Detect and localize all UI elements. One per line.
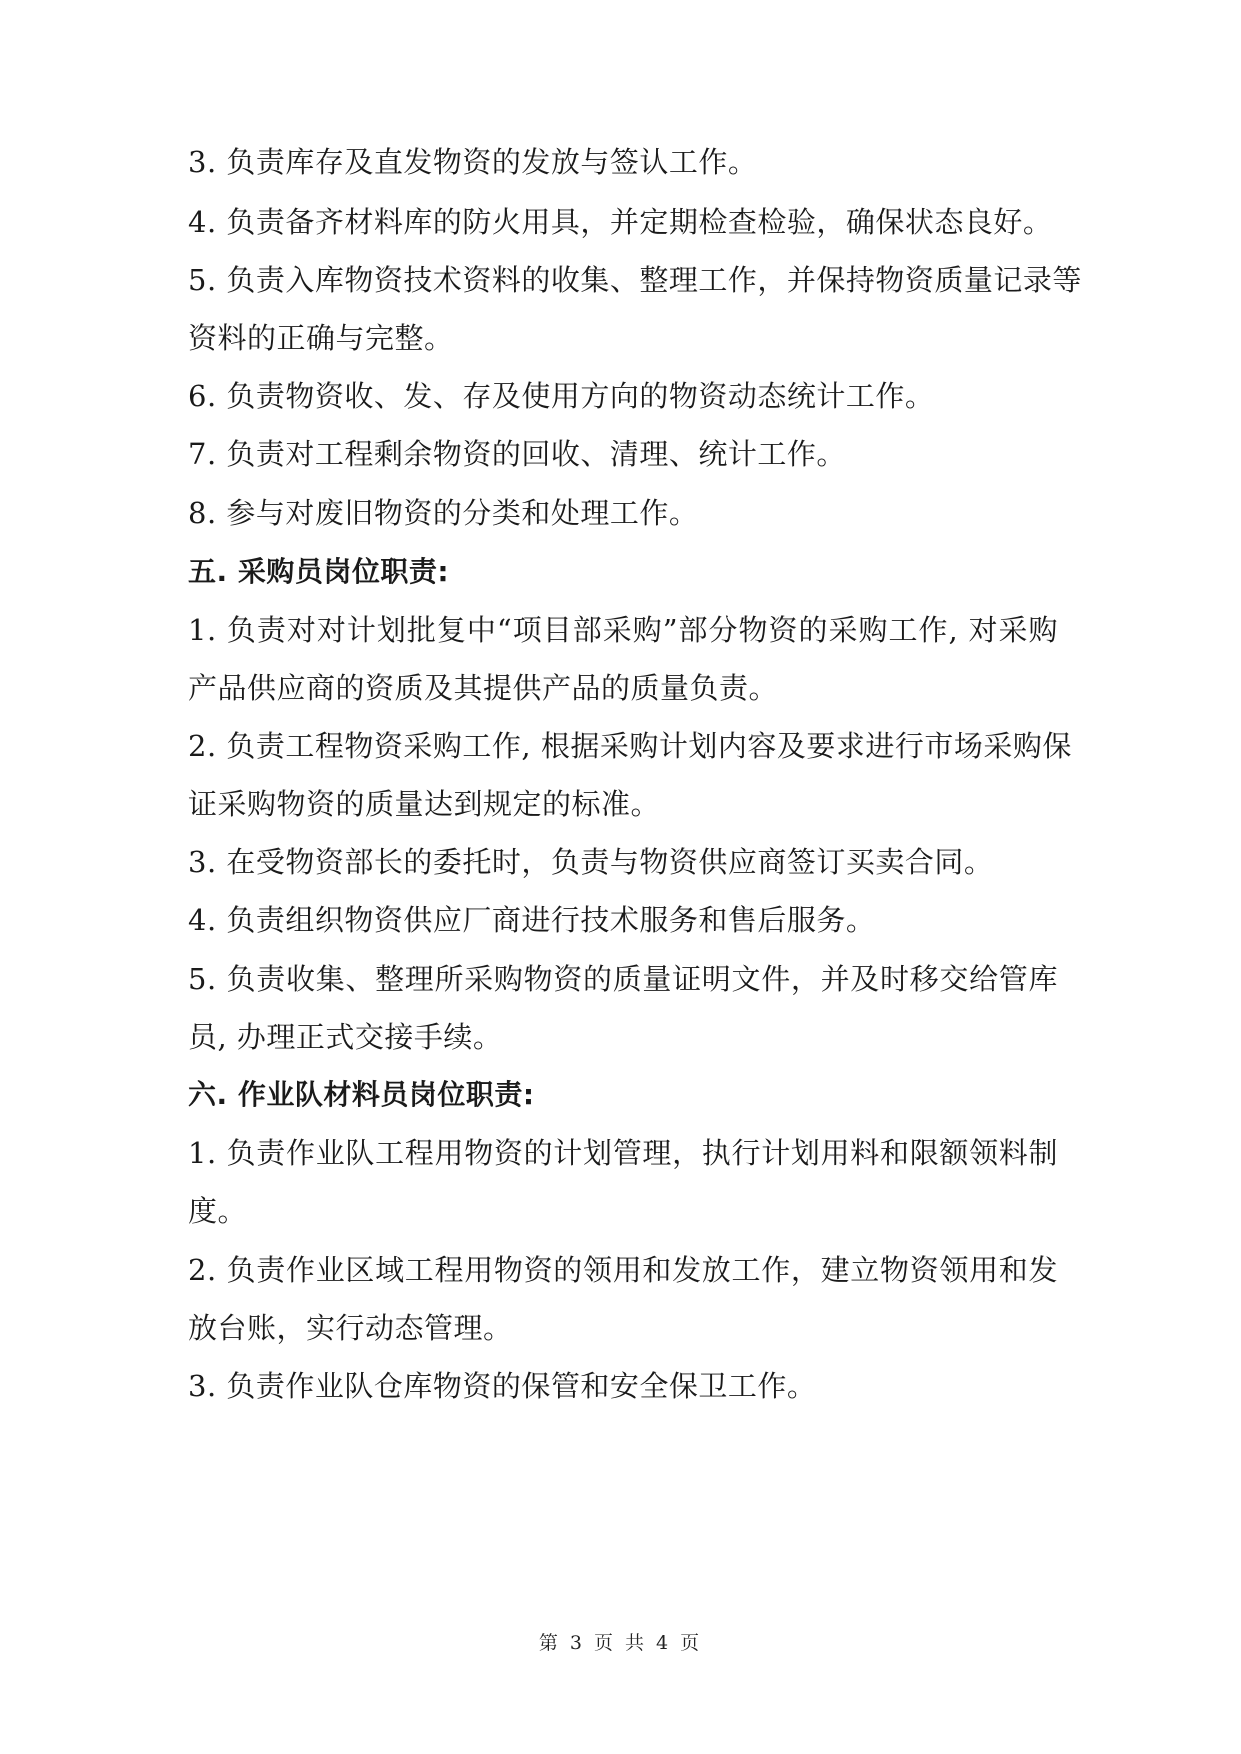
- section-heading: 六. 作业队材料员岗位职责:: [188, 1078, 535, 1111]
- body-line: 3. 在受物资部长的委托时，负责与物资供应商签订买卖合同。: [188, 845, 994, 879]
- body-line: 4. 负责组织物资供应厂商进行技术服务和售后服务。: [188, 903, 876, 937]
- body-line: 8. 参与对废旧物资的分类和处理工作。: [188, 496, 699, 530]
- body-line: 2. 负责工程物资采购工作, 根据采购计划内容及要求进行市场采购保: [188, 729, 1072, 763]
- body-line: 6. 负责物资收、发、存及使用方向的物资动态统计工作。: [188, 379, 935, 413]
- body-line: 放台账，实行动态管理。: [188, 1311, 513, 1345]
- body-line: 资料的正确与完整。: [188, 321, 454, 355]
- body-line: 证采购物资的质量达到规定的标准。: [188, 787, 661, 821]
- body-line: 1. 负责对对计划批复中“项目部采购”部分物资的采购工作, 对采购: [188, 613, 1058, 647]
- body-line: 2. 负责作业区域工程用物资的领用和发放工作，建立物资领用和发: [188, 1253, 1058, 1287]
- body-line: 3. 负责作业队仓库物资的保管和安全保卫工作。: [188, 1369, 817, 1403]
- body-line: 3. 负责库存及直发物资的发放与签认工作。: [188, 145, 758, 179]
- page-footer: 第 3 页 共 4 页: [538, 1632, 703, 1654]
- body-line: 4. 负责备齐材料库的防火用具，并定期检查检验，确保状态良好。: [188, 205, 1053, 239]
- body-line: 产品供应商的资质及其提供产品的质量负责。: [188, 671, 779, 705]
- body-line: 员, 办理正式交接手续。: [188, 1020, 503, 1054]
- body-line: 7. 负责对工程剩余物资的回收、清理、统计工作。: [188, 437, 846, 471]
- body-line: 度。: [188, 1194, 248, 1228]
- body-line: 5. 负责收集、整理所采购物资的质量证明文件，并及时移交给管库: [188, 962, 1058, 996]
- body-line: 5. 负责入库物资技术资料的收集、整理工作，并保持物资质量记录等: [188, 263, 1082, 297]
- body-line: 1. 负责作业队工程用物资的计划管理，执行计划用料和限额领料制: [188, 1136, 1058, 1170]
- section-heading: 五. 采购员岗位职责:: [188, 555, 450, 588]
